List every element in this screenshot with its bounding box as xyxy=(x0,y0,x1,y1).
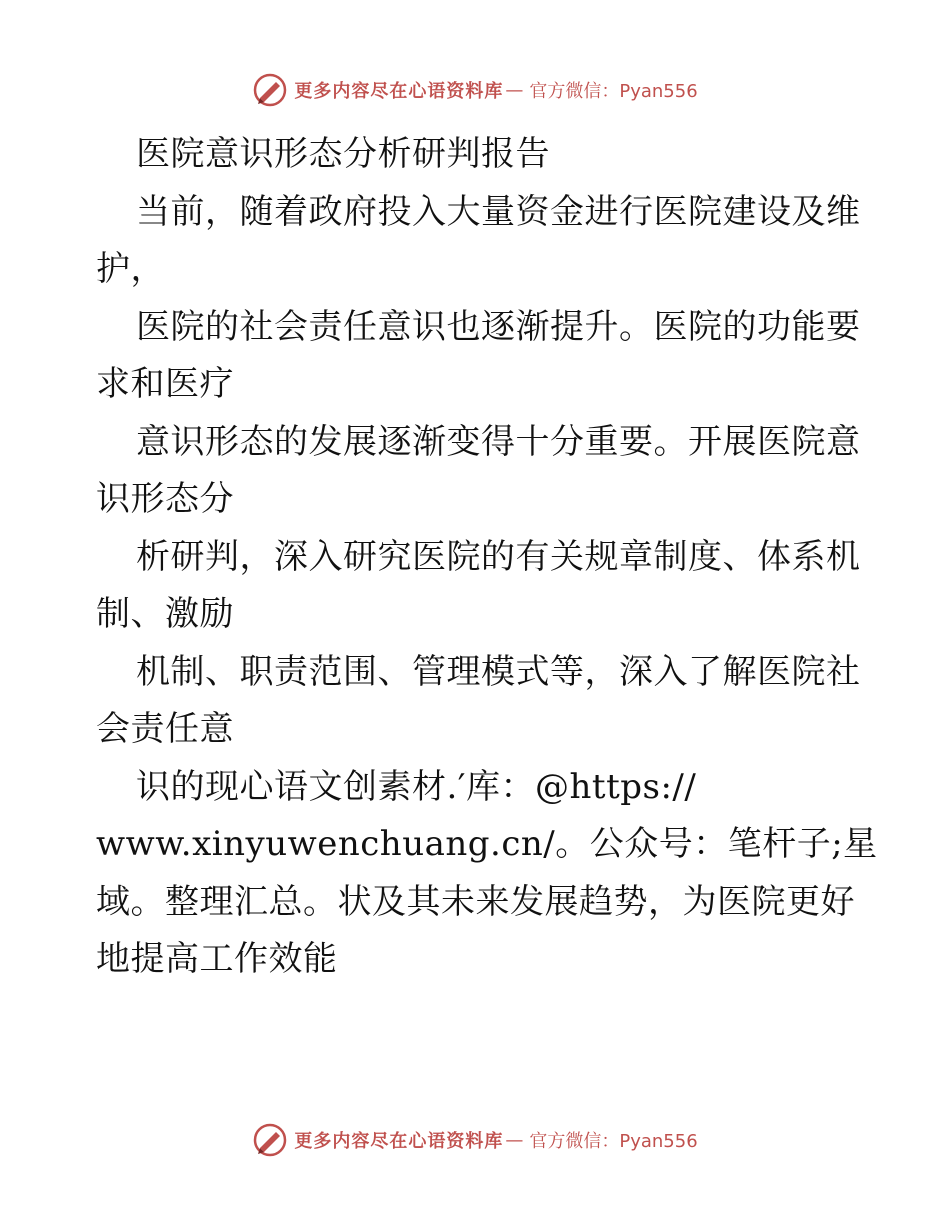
doc-line-url: www.xinyuwenchuang.cn/。公众号：笔杆子;星 xyxy=(96,824,878,864)
doc-line-watermark: 识的现心语文创素材.′库：@https:// xyxy=(136,766,697,807)
doc-line: 机制、职责范围、管理模式等，深入了解医院社 xyxy=(136,651,861,692)
banner-main-text: 更多内容尽在心语资料库 xyxy=(294,81,504,102)
banner-contact-text: 官方微信：Pyan556 xyxy=(529,1131,698,1152)
doc-line: 会责任意 xyxy=(96,709,234,749)
document-body xyxy=(96,126,878,989)
banner-dash: — xyxy=(505,79,524,101)
pen-logo-icon xyxy=(252,72,288,108)
doc-line: 当前，随着政府投入大量资金进行医院建设及维 xyxy=(136,191,861,232)
doc-line: 意识形态的发展逐渐变得十分重要。开展医院意 xyxy=(136,421,861,462)
doc-line: 析研判，深入研究医院的有关规章制度、体系机 xyxy=(136,536,861,577)
doc-line: 识形态分 xyxy=(96,479,234,519)
doc-line: 地提高工作效能 xyxy=(96,939,338,979)
banner-dash: — xyxy=(505,1129,524,1151)
pen-logo-icon xyxy=(252,1122,288,1158)
doc-title: 医院意识形态分析研判报告 xyxy=(136,134,550,174)
doc-line: 域。整理汇总。状及其未来发展趋势，为医院更好 xyxy=(96,881,855,922)
doc-line: 求和医疗 xyxy=(96,364,234,404)
doc-line: 医院的社会责任意识也逐渐提升。医院的功能要 xyxy=(136,306,861,347)
footer-banner[interactable] xyxy=(0,1120,950,1160)
doc-line: 护， xyxy=(96,249,165,289)
banner-main-text: 更多内容尽在心语资料库 xyxy=(294,1131,504,1152)
banner-contact-text: 官方微信：Pyan556 xyxy=(529,81,698,102)
doc-line: 制、激励 xyxy=(96,594,234,634)
header-banner[interactable] xyxy=(0,70,950,110)
